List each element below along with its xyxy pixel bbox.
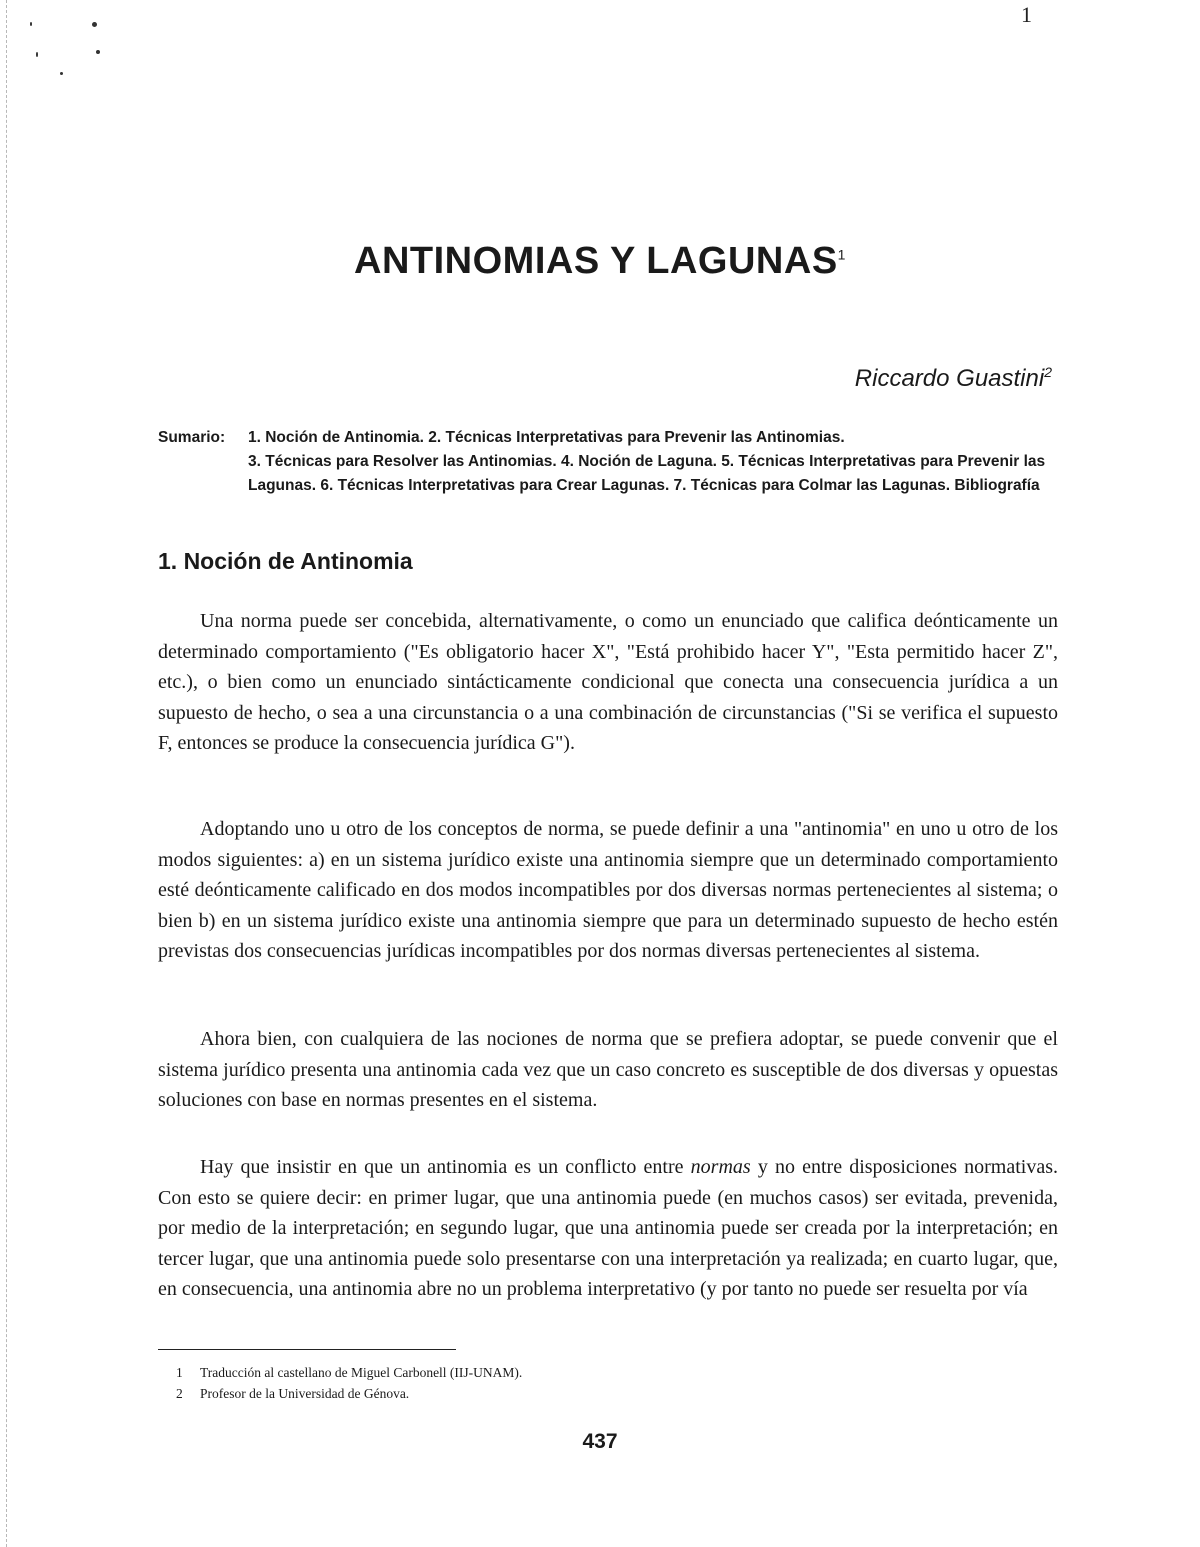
title-text: ANTINOMIAS Y LAGUNAS bbox=[354, 240, 838, 282]
footnote-text: Traducción al castellano de Miguel Carbonell (IIJ-UNAM). bbox=[200, 1365, 523, 1380]
scan-speck bbox=[36, 52, 38, 57]
author-text: Riccardo Guastini bbox=[854, 365, 1045, 392]
title-footnote-ref: 1 bbox=[837, 246, 846, 263]
paragraph: Ahora bien, con cualquiera de las nociones de norma que se prefiera adoptar, se puede convenir que el sistema jurídico presenta una antinomia cada vez que un caso concreto es susceptible de dos diversas y opuestas soluciones con base en normas presentes en el sistema. bbox=[158, 1028, 1058, 1111]
corner-mark: 1 bbox=[1021, 2, 1032, 27]
summary-line1: 1. Noción de Antinomia. 2. Técnicas Interpretativas para Prevenir las Antinomias. bbox=[248, 429, 845, 446]
summary-label: Sumario: bbox=[158, 429, 226, 446]
summary-block bbox=[158, 426, 1058, 498]
author-name bbox=[855, 364, 1052, 393]
paragraph: Adoptando uno u otro de los conceptos de norma, se puede definir a una "antinomia" en uno u otro de los modos siguientes: a) en un sistema jurídico existe una antinomia siempre que un determinado comportamiento esté deónticamente calificado en dos modos incompatibles por dos diversas normas pertenecientes al sistema; o bien b) en un sistema jurídico existe una antinomia siempre que para un determinado supuesto de hecho estén previstas dos consecuencias jurídicas incompatibles por dos normas diversas pertenecientes al sistema. bbox=[158, 818, 1058, 962]
footnote-divider bbox=[158, 1349, 456, 1350]
footnote-number: 2 bbox=[176, 1386, 183, 1401]
paragraph-text: y no entre disposiciones normativas. Con esto se quiere decir: en primer lugar, que una antinomia puede (en muchos casos) ser evitada, prevenida, por medio de la interpretación; en segundo lugar, que una antinomia puede ser creada por la interpretación; en tercer lugar, que una antinomia puede solo presentarse con una interpretación ya realizada; en cuarto lugar, que, en consecuencia, una antinomia abre no un problema interpretativo (y por tanto no puede ser resuelta por vía bbox=[158, 1156, 1058, 1300]
summary-rest: 3. Técnicas para Resolver las Antinomias. 4. Noción de Laguna. 5. Técnicas Interpretativas para Prevenir las Lagunas. 6. Técnicas Interpretativas para Crear Lagunas. 7. Técnicas para Colmar las Lagunas. Bibliografía bbox=[248, 453, 1046, 494]
scan-speck bbox=[30, 22, 32, 26]
paragraph bbox=[158, 1152, 1058, 1305]
scan-speck bbox=[96, 50, 100, 54]
footnote-number: 1 bbox=[176, 1365, 183, 1380]
scan-speck bbox=[92, 22, 97, 27]
summary-first-line bbox=[158, 426, 1058, 450]
footnotes bbox=[176, 1362, 1056, 1404]
section-heading: 1. Noción de Antinomia bbox=[158, 548, 413, 574]
footnote bbox=[176, 1383, 1056, 1404]
paragraph-text: Hay que insistir en que un antinomia es un conflicto entre bbox=[200, 1156, 691, 1178]
scan-edge-mark bbox=[6, 0, 7, 1547]
page-title bbox=[0, 240, 1200, 283]
page-number: 437 bbox=[582, 1430, 618, 1453]
footnote-text: Profesor de la Universidad de Génova. bbox=[200, 1386, 410, 1401]
author-footnote-ref: 2 bbox=[1044, 364, 1052, 380]
emphasis-text: normas bbox=[690, 1156, 751, 1178]
paragraph: Una norma puede ser concebida, alternativamente, o como un enunciado que califica deónticamente un determinado comportamiento ("Es obligatorio hacer X", "Está prohibido hacer Y", "Esta permitido hacer Z", etc.), o bien como un enunciado sintácticamente condicional que conecta una consecuencia jurídica a un supuesto de hecho, o sea a una circunstancia o a una combinación de circunstancias ("Si se verifica el supuesto F, entonces se produce la consecuencia jurídica G"). bbox=[158, 610, 1058, 754]
footnote bbox=[176, 1362, 1056, 1383]
scan-speck bbox=[60, 72, 63, 75]
